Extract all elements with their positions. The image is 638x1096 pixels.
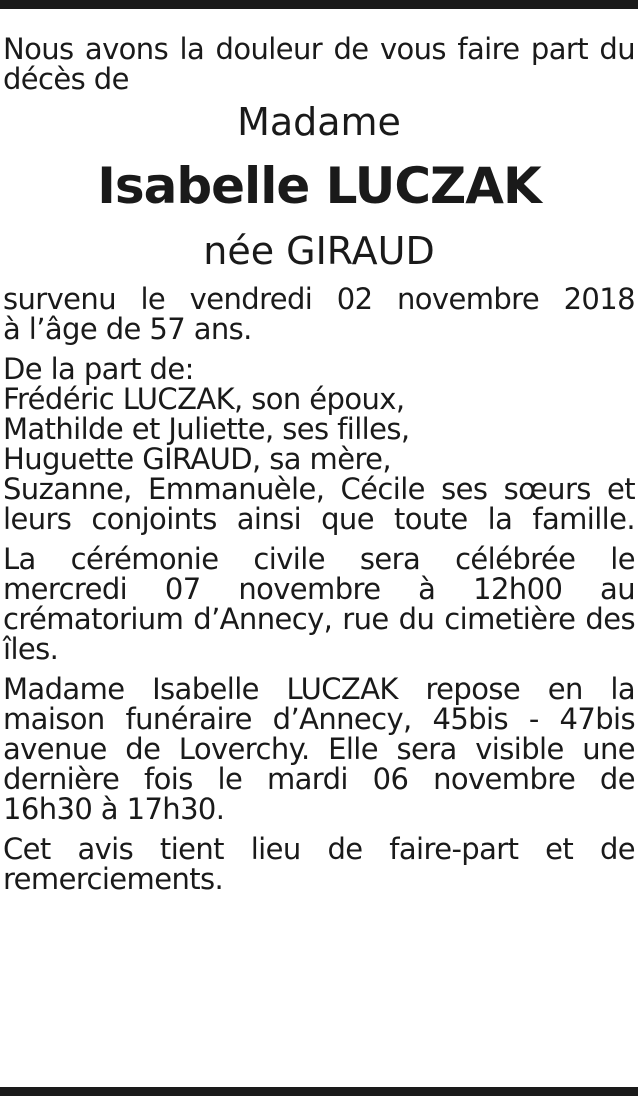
age-at-death: à l’âge de 57 ans. <box>3 312 252 346</box>
family-member: Huguette GIRAUD, sa mère, <box>3 442 391 476</box>
visitation-details: Madame Isabelle LUCZAK repose en la maison funéraire d’Annecy, 45bis - 47bis avenue de Loverchy. Elle sera visible une dernière fois le mardi 06 novembre de 16h30 à 17h30. <box>3 672 635 826</box>
family-member: leurs conjoints ainsi que toute la famille. <box>3 502 635 536</box>
family-member: Mathilde et Juliette, ses filles, <box>3 412 410 446</box>
top-border-rule <box>0 0 638 9</box>
intro-text: Nous avons la douleur de vous faire part du décès de <box>3 32 635 96</box>
honorific-title: Madame <box>237 100 401 144</box>
maiden-name: née GIRAUD <box>203 229 435 273</box>
death-notice <box>3 34 635 894</box>
family-member: Frédéric LUCZAK, son époux, <box>3 382 405 416</box>
bottom-border-rule <box>0 1087 638 1096</box>
closing-text: Cet avis tient lieu de faire-part et de remerciements. <box>3 832 635 896</box>
ceremony-details: La cérémonie civile sera célébrée le mercredi 07 novembre à 12h00 au crématorium d’Annecy, rue du cimetière des îles. <box>3 542 635 666</box>
family-member: Suzanne, Emmanuèle, Cécile ses sœurs et <box>3 472 635 506</box>
deceased-name: Isabelle LUCZAK <box>97 157 541 215</box>
from-heading: De la part de: <box>3 352 194 386</box>
date-of-death: survenu le vendredi 02 novembre 2018 <box>3 282 635 316</box>
